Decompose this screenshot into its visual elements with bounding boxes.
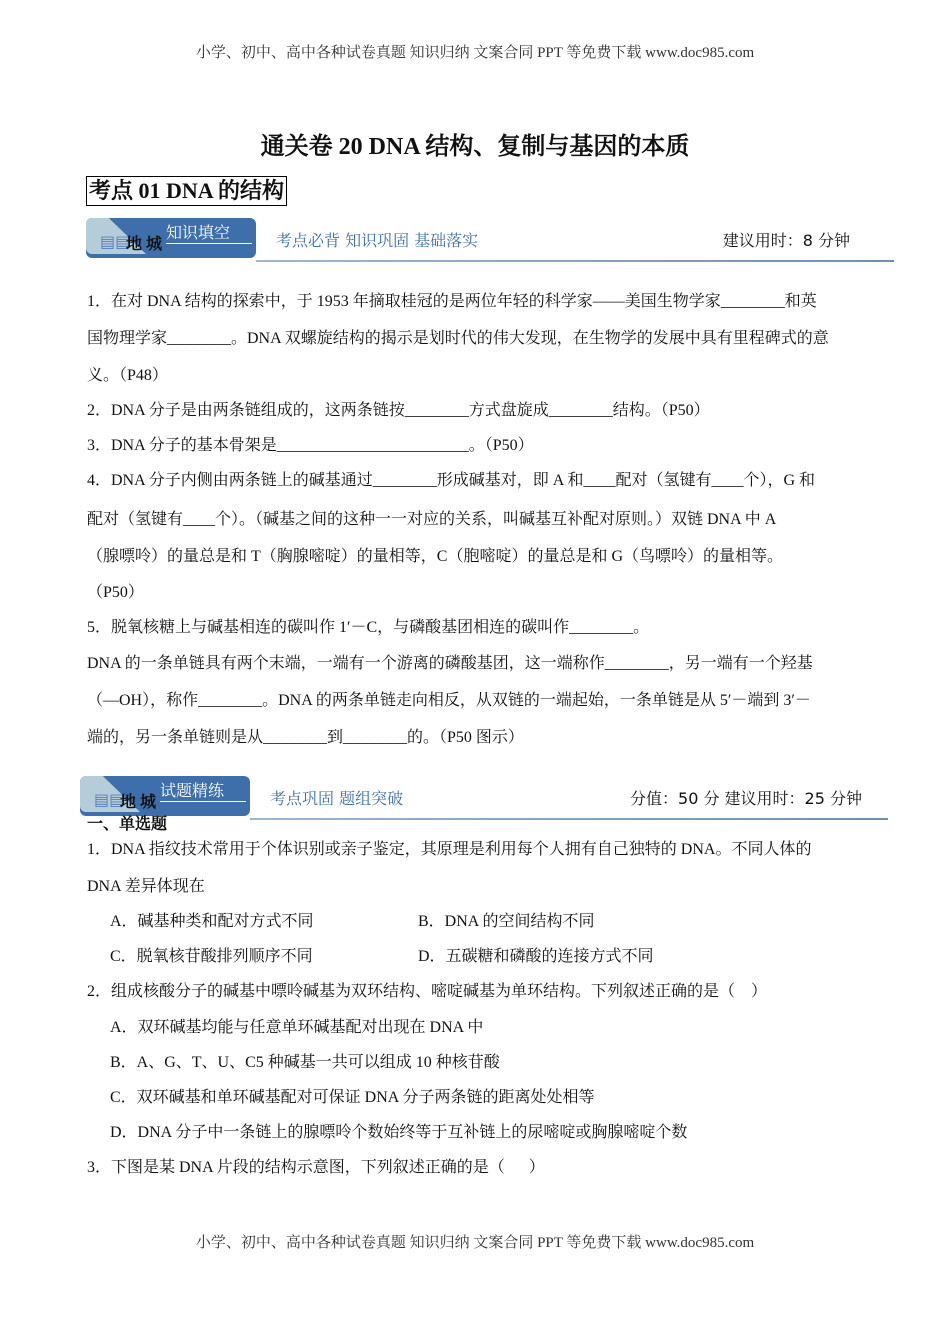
- q1-option-d: D．五碳糖和磷酸的连接方式不同: [418, 948, 654, 965]
- question-1-stem: DNA 差异体现在: [87, 878, 205, 895]
- q2-option-b: B．A、G、T、U、C5 种碱基一共可以组成 10 种核苷酸: [110, 1054, 500, 1071]
- page-header: 小学、初中、高中各种试卷真题 知识归纳 文案合同 PPT 等免费下载 www.doc985.com: [195, 45, 755, 61]
- section-heading: 考点 01 DNA 的结构: [86, 176, 287, 206]
- suggested-time: 建议用时：8 分钟: [722, 231, 850, 250]
- question-2-stem: 2．组成核酸分子的碱基中嘌呤碱基为双环结构、嘧啶碱基为单环结构。下列叙述正确的是（ ）: [87, 983, 768, 1000]
- q2-option-d: D．DNA 分子中一条链上的腺嘌呤个数始终等于互补链上的尿嘧啶或胸腺嘧啶个数: [110, 1124, 688, 1141]
- fill-line: DNA 的一条单链具有两个末端，一端有一个游离的磷酸基团，这一端称作________，另一端有一个羟基: [87, 655, 813, 672]
- fill-line: 端的，另一条单链则是从________到________的。（P50 图示）: [87, 729, 524, 746]
- fill-line: 1．在对 DNA 结构的探索中，于 1953 年摘取桂冠的是两位年轻的科学家——美国生物学家________和英: [87, 293, 817, 310]
- page-footer: 小学、初中、高中各种试卷真题 知识归纳 文案合同 PPT 等免费下载 www.doc985.com: [195, 1235, 755, 1251]
- fill-line: （P50）: [87, 584, 144, 601]
- score-and-time: 分值：50 分 建议用时：25 分钟: [630, 789, 862, 808]
- fill-line: 配对（氢键有____个）。（碱基之间的这种一一对应的关系，叫碱基互补配对原则。）双链 DNA 中 A: [87, 511, 777, 528]
- fill-line: 2．DNA 分子是由两条链组成的，这两条链按________方式盘旋成________结构。（P50）: [87, 402, 710, 419]
- q1-option-b: B．DNA 的空间结构不同: [418, 913, 595, 930]
- banner-tab-label: 试题精练: [160, 778, 246, 802]
- q1-option-a: A．碱基种类和配对方式不同: [110, 913, 314, 930]
- doc-title: 通关卷 20 DNA 结构、复制与基因的本质: [260, 134, 690, 160]
- fill-line: 国物理学家________。DNA 双螺旋结构的揭示是划时代的伟大发现，在生物学的发展中具有里程碑式的意: [87, 330, 829, 347]
- fill-line: （腺嘌呤）的量总是和 T（胸腺嘧啶）的量相等，C（胞嘧啶）的量总是和 G（鸟嘌呤）的量相等。: [87, 548, 784, 565]
- fill-line: 义。（P48）: [87, 367, 168, 384]
- banner-practice: [80, 772, 888, 822]
- divider: [250, 818, 888, 820]
- divider: [256, 260, 894, 262]
- banner-tab-label: 知识填空: [166, 220, 252, 244]
- document-icon: ▤▤: [100, 234, 131, 251]
- banner-subtitle: 考点巩固 题组突破: [270, 789, 404, 808]
- document-icon: ▤▤: [94, 792, 125, 809]
- watermark-text: 地 城: [126, 236, 163, 253]
- banner-knowledge-fill: [86, 214, 894, 264]
- fill-line: 4．DNA 分子内侧由两条链上的碱基通过________形成碱基对，即 A 和____配对（氢键有____个），G 和: [87, 472, 816, 489]
- q2-option-c: C．双环碱基和单环碱基配对可保证 DNA 分子两条链的距离处处相等: [110, 1089, 595, 1106]
- question-3-stem: 3．下图是某 DNA 片段的结构示意图，下列叙述正确的是（ ）: [87, 1159, 545, 1176]
- q2-option-a: A．双环碱基均能与任意单环碱基配对出现在 DNA 中: [110, 1019, 484, 1036]
- q1-option-c: C．脱氧核苷酸排列顺序不同: [110, 948, 313, 965]
- question-1-stem: 1．DNA 指纹技术常用于个体识别或亲子鉴定，其原理是利用每个人拥有自己独特的 DNA。不同人体的: [87, 841, 812, 858]
- fill-line: 3．DNA 分子的基本骨架是________________________。（P50）: [87, 437, 534, 454]
- banner-subtitle: 考点必背 知识巩固 基础落实: [276, 231, 479, 250]
- fill-line: 5．脱氧核糖上与碱基相连的碳叫作 1′－C，与磷酸基团相连的碳叫作________。: [87, 619, 650, 636]
- fill-line: （—OH），称作________。DNA 的两条单链走向相反，从双链的一端起始，一条单链是从 5′－端到 3′－: [87, 692, 811, 709]
- part-heading: 一、单选题: [87, 816, 168, 833]
- watermark-text: 地 城: [120, 794, 157, 811]
